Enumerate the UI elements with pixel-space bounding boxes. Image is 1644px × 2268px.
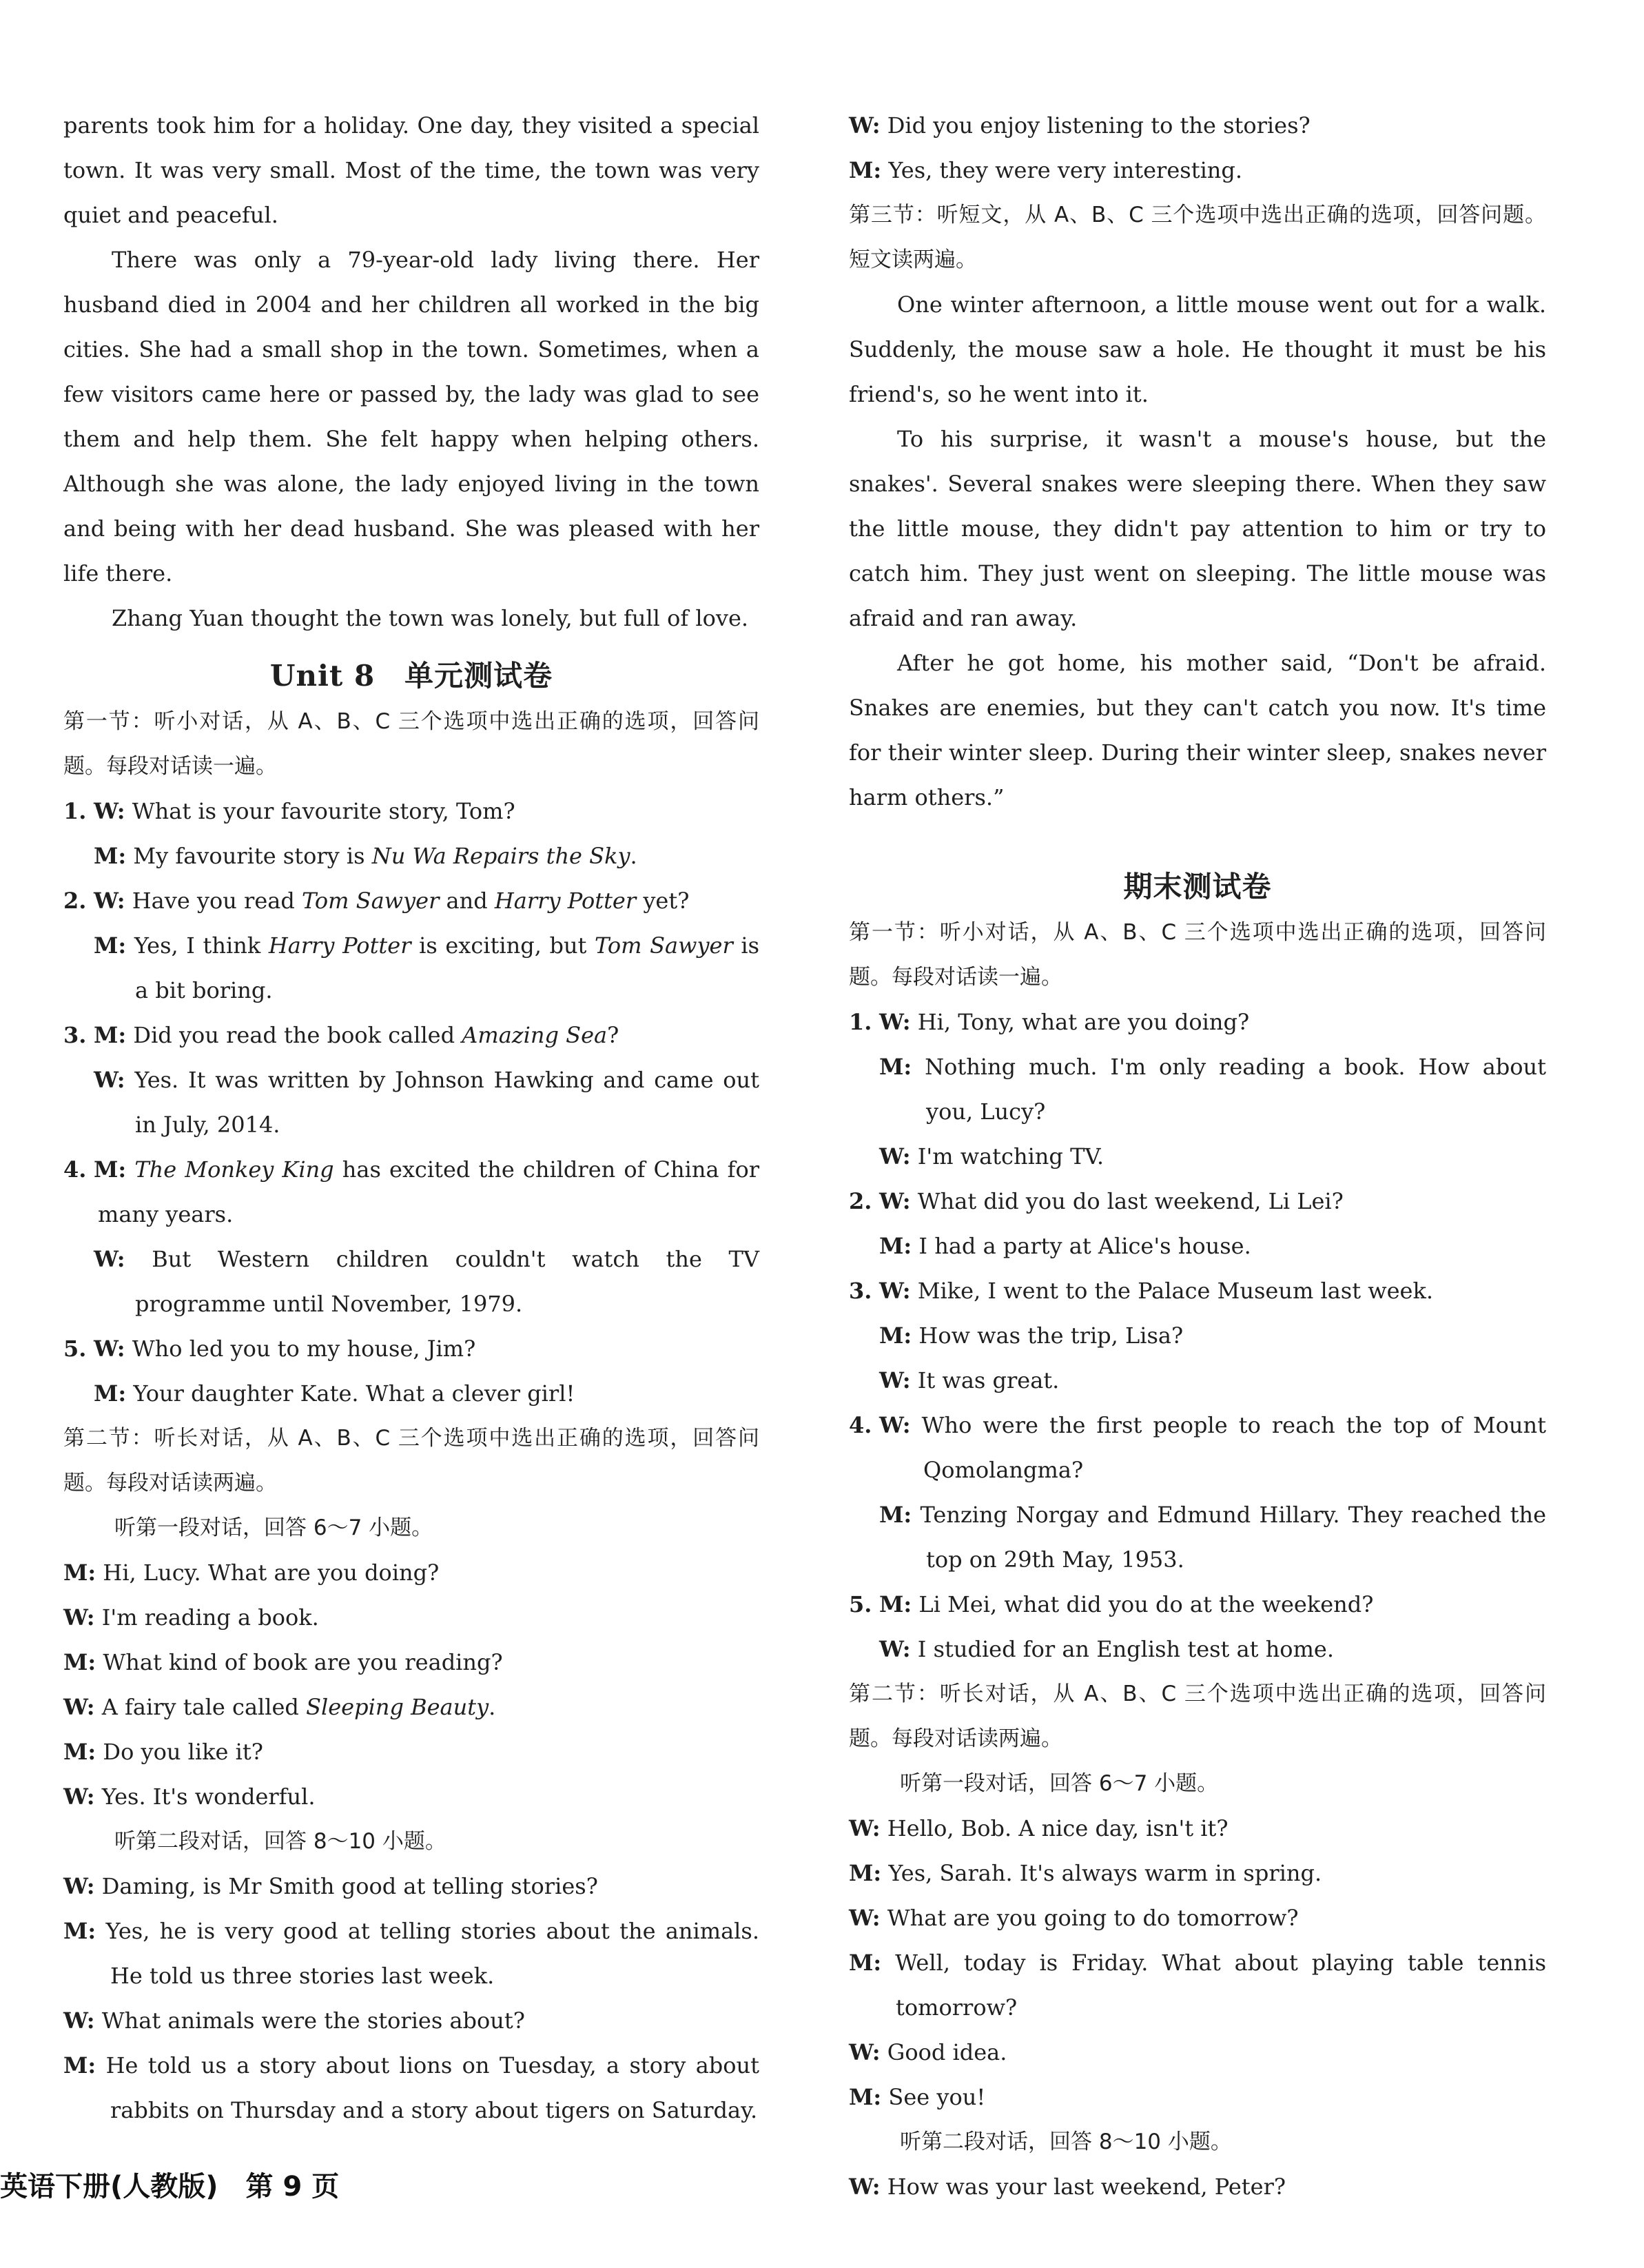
dialogue-line: W: What animals were the stories about? [63, 2008, 525, 2034]
passage-paragraph: One winter afternoon, a little mouse went out for a walk. Suddenly, the mouse saw a hole. He thought it must be his friend's, so he went into it. [849, 292, 1546, 407]
story-paragraph: Zhang Yuan thought the town was lonely, but full of love. [112, 605, 749, 631]
dialogue-line: W: I'm reading a book. [63, 1604, 319, 1631]
section-instruction: 第二节：听长对话，从 A、B、C 三个选项中选出正确的选项，回答问题。每段对话读两遍。 [849, 1682, 1546, 1751]
question-4-reply: M: Tenzing Norgay and Edmund Hillary. They reached the top on 29th May, 1953. [879, 1502, 1547, 1573]
question-1: 1. W: Hi, Tony, what are you doing? [849, 1009, 1250, 1035]
question-4: 4. M: The Monkey King has excited the children of China for many years. [63, 1156, 760, 1227]
question-2: 2. W: What did you do last weekend, Li Lei? [849, 1188, 1344, 1214]
question-3-reply: W: It was great. [879, 1367, 1060, 1393]
question-1-reply: M: Nothing much. I'm only reading a book. How about you, Lucy? [879, 1054, 1547, 1125]
dialogue-line: W: Hello, Bob. A nice day, isn't it? [849, 1815, 1229, 1841]
passage-paragraph: After he got home, his mother said, “Don't be afraid. Snakes are enemies, but they can't catch you now. It's time for their winter sleep. During their winter sleep, snakes never harm others.” [849, 650, 1546, 810]
dialogue-note: 听第一段对话，回答 6～7 小题。 [900, 1771, 1219, 1796]
dialogue-line: M: See you! [849, 2084, 986, 2110]
question-1-reply: M: My favourite story is Nu Wa Repairs the Sky. [94, 843, 637, 869]
dialogue-note: 听第二段对话，回答 8～10 小题。 [114, 1829, 446, 1854]
final-test-title: 期末测试卷 [1123, 870, 1272, 903]
left-column [63, 103, 759, 2133]
dialogue-line: M: What kind of book are you reading? [63, 1649, 503, 1675]
question-5-reply: W: I studied for an English test at home. [879, 1636, 1335, 1662]
question-4: 4. W: Who were the first people to reach the top of Mount Qomolangma? [849, 1412, 1547, 1483]
dialogue-line: W: How was your last weekend, Peter? [849, 2174, 1286, 2200]
section-instruction: 第三节：听短文，从 A、B、C 三个选项中选出正确的选项，回答问题。短文读两遍。 [849, 203, 1546, 272]
dialogue-line: W: What are you going to do tomorrow? [849, 1905, 1299, 1931]
dialogue-line: M: Yes, Sarah. It's always warm in spring. [849, 1860, 1322, 1886]
question-2-reply: M: Yes, I think Harry Potter is exciting, but Tom Sawyer is a bit boring. [94, 932, 760, 1003]
question-3: 3. M: Did you read the book called Amazing Sea? [63, 1022, 619, 1048]
question-2-reply: M: I had a party at Alice's house. [879, 1233, 1251, 1259]
question-2: 2. W: Have you read Tom Sawyer and Harry Potter yet? [63, 888, 690, 914]
section-instruction: 第一节：听小对话，从 A、B、C 三个选项中选出正确的选项，回答问题。每段对话读一遍。 [849, 920, 1546, 990]
dialogue-line: M: Hi, Lucy. What are you doing? [63, 1560, 440, 1586]
unit8-test-title: Unit 8 单元测试卷 [269, 659, 553, 693]
dialogue-line: W: Daming, is Mr Smith good at telling stories? [63, 1873, 598, 1899]
dialogue-line: M: He told us a story about lions on Tuesday, a story about rabbits on Thursday and a story about tigers on Saturday. [63, 2052, 759, 2123]
question-1-reply: W: I'm watching TV. [879, 1143, 1104, 1169]
story-paragraph: There was only a 79-year-old lady living there. Her husband died in 2004 and her children all worked in the big cities. She had a small shop in the town. Sometimes, when a few visitors came here or passed by, the lady was glad to see them and help them. She felt happy when helping others. Although she was alone, the lady enjoyed living in the town and being with her dead husband. She was pleased with her life there. [63, 247, 759, 586]
question-4-reply: W: But Western children couldn't watch the TV programme until November, 1979. [94, 1246, 759, 1317]
question-5-reply: M: Your daughter Kate. What a clever girl! [94, 1380, 575, 1407]
question-5: 5. M: Li Mei, what did you do at the weekend? [849, 1591, 1374, 1617]
dialogue-note: 听第二段对话，回答 8～10 小题。 [900, 2129, 1232, 2154]
dialogue-line: M: Yes, they were very interesting. [849, 157, 1243, 183]
section-instruction: 第二节：听长对话，从 A、B、C 三个选项中选出正确的选项，回答问题。每段对话读两遍。 [63, 1426, 759, 1495]
dialogue-line: M: Yes, he is very good at telling stories about the animals. He told us three stories last week. [63, 1918, 760, 1989]
section-instruction: 第一节：听小对话，从 A、B、C 三个选项中选出正确的选项，回答问题。每段对话读一遍。 [63, 709, 759, 779]
question-3-reply: W: Yes. It was written by Johnson Hawking and came out in July, 2014. [94, 1067, 760, 1138]
question-3: 3. W: Mike, I went to the Palace Museum last week. [849, 1278, 1434, 1304]
dialogue-line: M: Do you like it? [63, 1739, 263, 1765]
dialogue-line: W: Good idea. [849, 2039, 1007, 2065]
dialogue-line: W: Did you enjoy listening to the stories? [849, 112, 1311, 139]
dialogue-line: M: Well, today is Friday. What about playing table tennis tomorrow? [849, 1950, 1547, 2021]
passage-paragraph: To his surprise, it wasn't a mouse's house, but the snakes'. Several snakes were sleeping there. When they saw the little mouse, they didn't pay attention to him or try to catch him. They just went on sleeping. The little mouse was afraid and ran away. [849, 426, 1546, 631]
dialogue-note: 听第一段对话，回答 6～7 小题。 [114, 1515, 433, 1540]
question-1: 1. W: What is your favourite story, Tom? [63, 798, 515, 824]
dialogue-line: W: Yes. It's wonderful. [63, 1784, 316, 1810]
question-5: 5. W: Who led you to my house, Jim? [63, 1336, 476, 1362]
question-3-reply: M: How was the trip, Lisa? [879, 1322, 1184, 1349]
page-footer: 英语下册(人教版) 第 9 页 [0, 2171, 340, 2203]
story-paragraph: parents took him for a holiday. One day, they visited a special town. It was very small. Most of the time, the town was very quiet and peaceful. [63, 112, 759, 228]
dialogue-line: W: A fairy tale called Sleeping Beauty. [63, 1694, 496, 1720]
right-column [849, 103, 1546, 2209]
